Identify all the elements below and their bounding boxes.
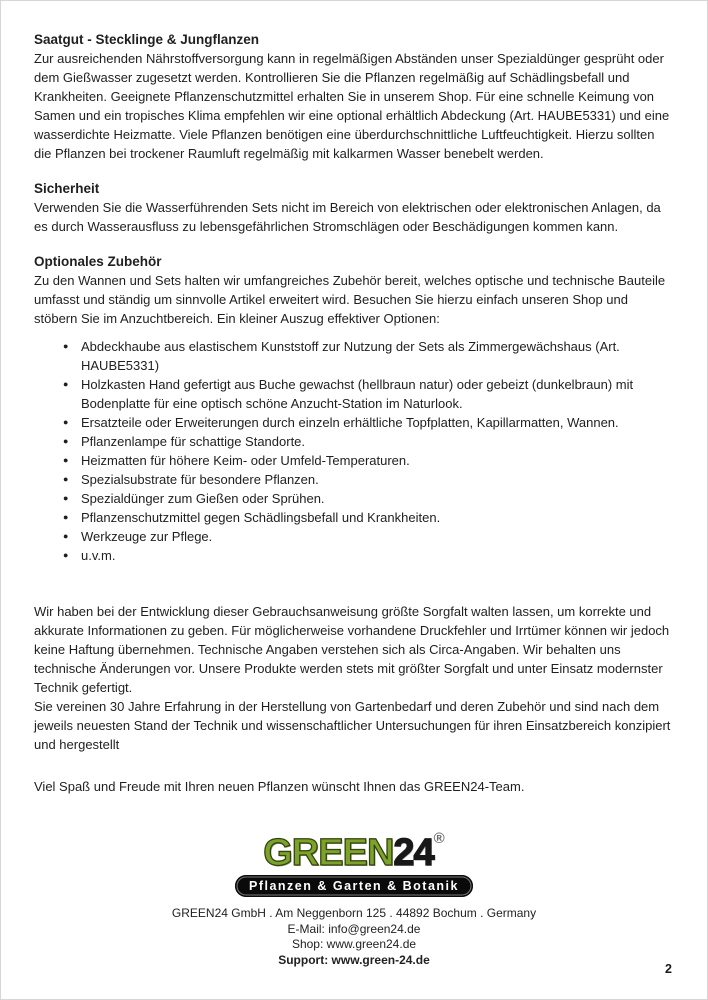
logo-text-green: GREEN xyxy=(263,832,394,874)
bullet-icon: ● xyxy=(63,417,69,427)
list-item xyxy=(34,432,674,451)
logo-text-24: 24 xyxy=(393,832,434,874)
section-zubehoer xyxy=(34,252,674,565)
list-item-text: Pflanzenlampe für schattige Standorte. xyxy=(81,434,306,449)
list-item-text: Spezialsubstrate für besondere Pflanzen. xyxy=(81,472,319,487)
section-heading: Saatgut - Stecklinge & Jungflanzen xyxy=(34,32,260,47)
bullet-icon: ● xyxy=(63,550,69,560)
disclaimer-part1: Wir haben bei der Entwicklung dieser Gebrauchsanweisung größte Sorgfalt walten lassen, um korrekte und akkurate Informationen zu geben. Für möglicherweise vorhandene Druckfehler und Irrtümer können wir jedoch keine Haftung übernehmen. Technische Angaben verstehen sich als Circa-Angaben. Wir behalten uns technische Änderungen vor. Unsere Produkte werden stets mit größter Sorgfalt und unter Einsatz modernster Technik gefertigt. xyxy=(34,604,670,695)
bullet-icon: ● xyxy=(63,455,69,465)
bullet-icon: ● xyxy=(63,436,69,446)
list-item xyxy=(34,337,674,375)
list-item xyxy=(34,508,674,527)
list-item-text: Pflanzenschutzmittel gegen Schädlingsbefall und Krankheiten. xyxy=(81,510,441,525)
list-item-text: Heizmatten für höhere Keim- oder Umfeld-Temperaturen. xyxy=(81,453,410,468)
disclaimer-part2: Sie vereinen 30 Jahre Erfahrung in der Herstellung von Gartenbedarf und deren Zubehör und sind nach dem jeweils neuesten Stand der Technik und wissenschaftlicher Untersuchungen für ihren Einsatzbereich konzipiert und hergestellt xyxy=(34,699,671,752)
list-item-text: Werkzeuge zur Pflege. xyxy=(81,529,213,544)
list-item-text: Abdeckhaube aus elastischem Kunststoff zur Nutzung der Sets als Zimmergewächshaus (Art. HAUBE5331) xyxy=(81,339,620,373)
section-heading: Sicherheit xyxy=(34,181,100,196)
section-body: Verwenden Sie die Wasserführenden Sets nicht im Bereich von elektrischen oder elektronischen Anlagen, da es durch Wasserausfluss zu lebensgefährlichen Stromschlägen oder Beschädigungen kommen kann. xyxy=(34,200,661,234)
section-body: Zu den Wannen und Sets halten wir umfangreiches Zubehör bereit, welches optische und technische Bauteile umfasst und ständig um sinnvolle Artikel erweitert wird. Besuchen Sie hierzu einfach unseren Shop und stöbern Sie im Anzuchtbereich. Ein kleiner Auszug effektiver Optionen: xyxy=(34,273,666,326)
section-body: Zur ausreichenden Nährstoffversorgung kann in regelmäßigen Abständen unser Spezialdünger gesprüht oder dem Gießwasser zugesetzt werden. Kontrollieren Sie die Pflanzen regelmäßig auf Schädlingsbefall und Krankheiten. Geeignete Pflanzenschutzmittel erhalten Sie in unserem Shop. Für eine schnelle Keimung von Samen und ein tropisches Klima empfehlen wir eine optional erhältlich Abdeckung (Art. HAUBE5331) und eine wasserdichte Heizmatte. Viele Pflanzen benötigen eine überdurchschnittliche Luftfeuchtigkeit. Hierzu sollten die Pflanzen bei trockener Raumluft regelmäßig mit kalkarmen Wasser benebelt werden. xyxy=(34,51,670,161)
page-number: 2 xyxy=(665,962,672,976)
list-item-text: Holzkasten Hand gefertigt aus Buche gewachst (hellbraun natur) oder gebeizt (dunkelbraun) mit Bodenplatte für eine optisch schöne Anzucht-Station im Naturlook. xyxy=(81,377,634,411)
list-item xyxy=(34,546,674,565)
bullet-icon: ● xyxy=(63,512,69,522)
list-item-text: u.v.m. xyxy=(81,548,116,563)
section-heading: Optionales Zubehör xyxy=(34,254,162,269)
bullet-icon: ● xyxy=(63,493,69,503)
list-item xyxy=(34,413,674,432)
footer-email: E-Mail: info@green24.de xyxy=(287,921,421,936)
list-item xyxy=(34,451,674,470)
green24-logo xyxy=(34,830,674,897)
section-saatgut xyxy=(34,30,674,163)
page-content xyxy=(1,1,707,968)
registered-trademark-icon: ® xyxy=(433,830,445,847)
closing-line: Viel Spaß und Freude mit Ihren neuen Pflanzen wünscht Ihnen das GREEN24-Team. xyxy=(34,779,525,794)
accessory-list xyxy=(34,337,674,565)
footer-support: Support: www.green-24.de xyxy=(278,952,430,967)
list-item xyxy=(34,489,674,508)
bullet-icon: ● xyxy=(63,531,69,541)
footer-shop: Shop: www.green24.de xyxy=(291,937,417,951)
disclaimer-paragraph xyxy=(34,602,674,754)
list-item-text: Ersatzteile oder Erweiterungen durch einzeln erhältliche Topfplatten, Kapillarmatten, Wannen. xyxy=(81,415,619,430)
footer-address: GREEN24 GmbH . Am Neggenborn 125 . 44892 Bochum . Germany xyxy=(171,906,537,920)
bullet-icon: ● xyxy=(63,341,69,351)
list-item xyxy=(34,470,674,489)
bullet-icon: ● xyxy=(63,379,69,389)
list-item-text: Spezialdünger zum Gießen oder Sprühen. xyxy=(81,491,325,506)
footer-contact xyxy=(34,906,674,968)
logo-tagline: Pflanzen & Garten & Botanik xyxy=(235,875,473,897)
bullet-icon: ● xyxy=(63,474,69,484)
logo-wordmark xyxy=(263,830,445,874)
section-sicherheit xyxy=(34,179,674,236)
list-item xyxy=(34,527,674,546)
list-item xyxy=(34,375,674,413)
